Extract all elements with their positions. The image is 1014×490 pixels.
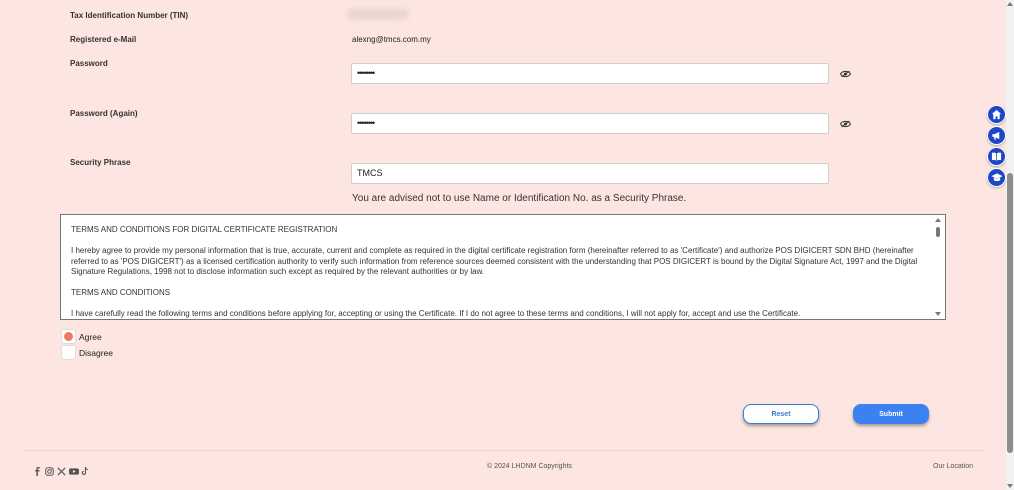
footer-divider xyxy=(24,450,984,451)
terms-content xyxy=(71,225,923,320)
page-scroll-thumb[interactable] xyxy=(1007,173,1013,453)
terms-paragraph: I hereby agree to provide my personal information that is true, accurate, current and complete as required in the digital certificate registration form (hereinafter referred to as 'Certificate') and authorize POS DIGICERT SDN BHD (hereinafter referred to as 'POS DIGICERT') as a licensed certification authority to verify such information from reference sources deemed consistent with the understanding that POS DIGICERT is bound by the Digital Signature Act, 1997 and the Digital Signature Regulations, 1998 not to disclose information such except as required by the relevant authorities or by law. xyxy=(71,246,918,276)
facebook-icon[interactable] xyxy=(33,463,42,472)
youtube-icon[interactable] xyxy=(69,463,78,472)
disagree-radio[interactable] xyxy=(61,345,76,360)
email-label: Registered e-Mail xyxy=(70,35,137,44)
tin-label: Tax Identification Number (TIN) xyxy=(70,11,189,20)
page-scroll-down-icon[interactable] xyxy=(1007,484,1013,488)
terms-scrollbar[interactable] xyxy=(933,215,945,319)
password-again-label: Password (Again) xyxy=(70,109,138,118)
scroll-up-arrow-icon[interactable] xyxy=(935,218,941,222)
submit-button[interactable]: Submit xyxy=(853,404,929,424)
terms-subheading: TERMS AND CONDITIONS xyxy=(71,288,171,297)
tin-value-redacted xyxy=(347,8,409,20)
x-icon[interactable] xyxy=(57,463,66,472)
password-input[interactable]: •••••••• xyxy=(351,63,829,84)
book-icon xyxy=(991,151,1002,162)
agree-radio[interactable] xyxy=(61,329,76,344)
tiktok-icon[interactable] xyxy=(81,463,90,472)
password-label: Password xyxy=(70,59,108,68)
reset-button[interactable]: Reset xyxy=(743,404,819,424)
page-scroll-up-icon[interactable] xyxy=(1007,2,1013,6)
show-password-icon[interactable] xyxy=(840,70,851,78)
email-value: alexng@tmcs.com.my xyxy=(352,35,431,44)
home-button[interactable] xyxy=(987,105,1006,124)
security-phrase-input[interactable]: TMCS xyxy=(351,163,829,184)
terms-paragraph: I have carefully read the following terms and conditions before applying for, accepting or using the Certificate. If I do not agree to these terms and conditions, I will not apply for, accept and use the Certificate. xyxy=(71,309,801,318)
our-location-link[interactable]: Our Location xyxy=(933,463,974,470)
radio-selected-dot xyxy=(64,332,73,341)
learning-button[interactable] xyxy=(987,168,1006,187)
page-scrollbar[interactable] xyxy=(1006,0,1014,490)
copyright-text: © 2024 LHDNM Copyrights xyxy=(487,463,572,470)
agree-option[interactable] xyxy=(61,329,102,344)
scroll-down-arrow-icon[interactable] xyxy=(935,312,941,316)
password-again-input[interactable]: •••••••• xyxy=(351,113,829,134)
instagram-icon[interactable] xyxy=(45,463,54,472)
terms-heading: TERMS AND CONDITIONS FOR DIGITAL CERTIFICATE REGISTRATION xyxy=(71,225,338,234)
show-password-again-icon[interactable] xyxy=(840,120,851,128)
guide-button[interactable] xyxy=(987,147,1006,166)
megaphone-icon xyxy=(991,130,1002,141)
security-phrase-hint: You are advised not to use Name or Identification No. as a Security Phrase. xyxy=(352,193,687,204)
terms-textarea[interactable] xyxy=(60,214,946,320)
home-icon xyxy=(991,109,1002,120)
disagree-option[interactable] xyxy=(61,345,113,360)
disagree-label: Disagree xyxy=(79,347,114,358)
social-links xyxy=(33,463,90,472)
security-phrase-label: Security Phrase xyxy=(70,158,131,167)
announcement-button[interactable] xyxy=(987,126,1006,145)
terms-scroll-thumb[interactable] xyxy=(936,227,940,237)
agree-label: Agree xyxy=(79,331,102,342)
graduation-cap-icon xyxy=(991,172,1003,183)
